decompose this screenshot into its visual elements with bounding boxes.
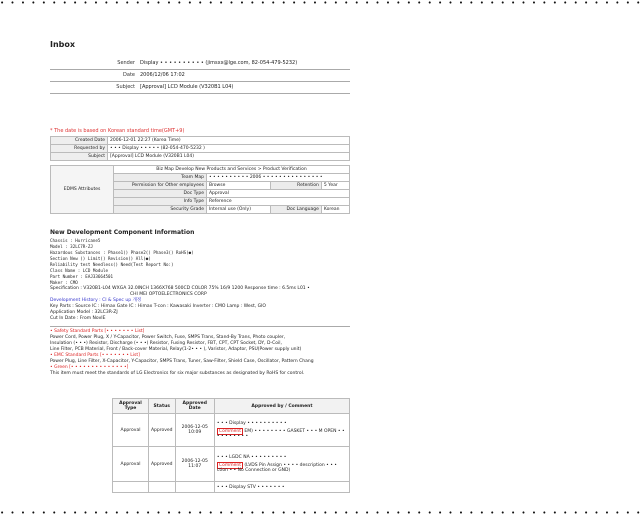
created-date-label: Created Date <box>51 137 108 145</box>
key-parts-line: Key Parts : Source IC : Himax Gate IC : Himax T-con : Kawasaki Inverter : CMO Lamp : West, GIO <box>50 304 266 309</box>
team-map-value: • • • • • • • • • • 2006 • • • • • • • • • • • • • • • <box>206 174 349 182</box>
application-line: Application Model : 32LC3R-ZJ <box>50 310 118 315</box>
section-line: Section New () Limit() Revision() All(●) <box>50 256 151 261</box>
chassis-line: Chassis : Hurricane5 <box>50 238 101 243</box>
standard-parts-block <box>50 329 350 377</box>
info-type-label: Info Type <box>114 198 207 206</box>
divider <box>50 326 350 327</box>
info-type-value: Reference <box>206 198 349 206</box>
section-title: New Development Component Information <box>50 229 195 236</box>
class-name-line: Class Name : LCD Module <box>50 268 108 273</box>
comment-tag: Comment <box>218 429 241 434</box>
doc-type-value: Approval <box>206 190 349 198</box>
company-line: CHI MEI OPTOELECTRONICS CORP <box>130 292 207 297</box>
approver-name: • • • LGDC NA • • • • • • • • • <box>216 455 287 460</box>
document-meta-table <box>50 136 350 161</box>
approval-type-cell: Approval <box>113 414 149 447</box>
approval-type-cell <box>113 482 149 493</box>
sender-label: Sender <box>117 60 135 66</box>
top-dotted-border: • • • • • • • • • • • • • • • • • • • • • • • • • • • • • • • • • • • • • • • • • • • • • • • • • • • • • • • • • • • • • • <box>0 0 641 7</box>
sender-row <box>50 60 350 69</box>
doc-language-value: Korean <box>321 206 349 214</box>
comment-text: EM) • • • • • • • • GASKET • • • M OPEN • • • • • • • • • • <box>216 429 345 439</box>
requested-by-value: • • • Display • • • • • (82-054-470-5232 ) <box>108 145 350 153</box>
safety-text-2: Insulation (• • •) Resistor, Discharge (• • •) Resistor, Fusing Resistor, FBT, CPT, CPT Socket, DY, D-Coil, <box>50 341 282 346</box>
approver-cell <box>214 447 349 482</box>
approver-cell <box>214 414 349 447</box>
bottom-dotted-border: • • • • • • • • • • • • • • • • • • • • • • • • • • • • • • • • • • • • • • • • • • • • • • • • • • • • • • • • • • • • • • <box>0 509 641 517</box>
requested-by-label: Requested by <box>51 145 108 153</box>
reliability-line: Reliability test Needless() Need(Test Report No:) <box>50 262 174 267</box>
meta-subject-value: [Approval] LCD Module (V320B1 L04) <box>108 153 350 161</box>
emc-text-1: Power Plug, Line Filter, X-Capacitor, Y-Capacitor, SMPS Trans, Tuner, Saw-Filter, Shield Case, Oscillator, Pattern Chang <box>50 359 314 364</box>
comment-text: (LVDS Pin Assign • • • • description • • • ction • • No Connection or GND) <box>216 463 337 473</box>
safety-text-3: Line Filter, PCB Material, Front / Back-cover Material, Relay(1-2• • • ), Varistor, Adaptor, PSU(Power supply unit) <box>50 347 302 352</box>
page-title: Inbox <box>50 40 76 49</box>
approver-name: • • • Display • • • • • • • • • • <box>216 421 287 426</box>
cut-in-line: Cut In Date : From NovIE <box>50 316 106 321</box>
security-grade-label: Security Grade <box>114 206 207 214</box>
subject-row <box>50 84 350 93</box>
safety-text-1: Power Cord, Power Plug, X / Y-Capacitor, Power Switch, Fuse, SMPS Trans, Stand-By Trans, Photo coupler, <box>50 335 286 340</box>
created-date-value: 2006-12-01 22:27 (Korea Time) <box>108 137 350 145</box>
model-line: Model : 32LC7R-ZJ <box>50 244 93 249</box>
table-row <box>113 414 350 447</box>
permission-value: Browse <box>206 182 270 190</box>
table-row <box>113 482 350 493</box>
comment-tag: Comment <box>218 463 241 468</box>
doc-language-label: Doc Language <box>271 206 322 214</box>
timezone-note: * The date is based on Korean standard time(GMT+9) <box>50 128 185 134</box>
team-map-label: Team Map <box>114 174 207 182</box>
date-value: 2006/12/06 17:02 <box>140 72 185 78</box>
dev-history-line[interactable]: Development History : CI & Spec up 개정 <box>50 298 142 303</box>
retention-label: Retention <box>271 182 322 190</box>
date-cell: 2006-12-05 10:09 <box>175 414 214 447</box>
col-header-approved-by: Approved by / Comment <box>214 399 349 414</box>
edms-attributes-table <box>50 165 350 214</box>
green-text-1: This item must meet the standards of LG Electronics for six major substances as designated by RoHS for control. <box>50 371 305 376</box>
divider <box>50 93 350 94</box>
biz-map: Biz Map Develop New Products and Services > Product Verification <box>114 166 350 174</box>
approver-name: • • • Display STV • • • • • • • <box>216 484 285 490</box>
part-number-line: Part Number : EAJ33664501 <box>50 274 114 279</box>
meta-subject-label: Subject <box>51 153 108 161</box>
permission-label: Permission for Other employees <box>114 182 207 190</box>
date-label: Date <box>123 72 135 78</box>
col-header-approved-date: Approved Date <box>175 399 214 414</box>
security-grade-value: Internal use (Only) <box>206 206 270 214</box>
status-cell: Approved <box>148 414 175 447</box>
emc-standard-link[interactable]: • EMC Standard Parts [• • • • • • • List] <box>50 353 140 358</box>
status-cell: Approved <box>148 447 175 482</box>
maker-line: Maker : CMO <box>50 280 78 285</box>
doc-type-label: Doc Type <box>114 190 207 198</box>
date-row <box>50 72 350 81</box>
component-info <box>50 238 350 286</box>
subject-label: Subject <box>116 84 135 90</box>
date-cell: 2006-12-05 11:07 <box>175 447 214 482</box>
edms-label: EDMS Attributes <box>51 166 114 214</box>
divider <box>50 69 350 70</box>
spec-block <box>50 286 350 322</box>
approval-type-cell: Approval <box>113 447 149 482</box>
hazard-line: Hazardous Substances : Phase1() Phase2() Phase3() RoHS(●) <box>50 250 194 255</box>
approver-cell <box>214 482 349 493</box>
col-header-status: Status <box>148 399 175 414</box>
subject-value: [Approval] LCD Module (V320B1 L04) <box>140 84 234 90</box>
safety-standard-link[interactable]: • Safety Standard Parts [• • • • • • • List] <box>50 329 145 334</box>
table-row <box>113 447 350 482</box>
status-cell <box>148 482 175 493</box>
sender-value[interactable]: Display • • • • • • • • • • (jimsxx@lge.com, 82-054-479-5232) <box>140 60 298 66</box>
green-standard-link[interactable]: • Green [• • • • • • • • • • • • • •] <box>50 365 129 370</box>
approval-table <box>112 398 350 493</box>
divider <box>50 81 350 82</box>
spec-line: Specification : V320B1-L04 WXGA 32.0INCH 1366X768 500CD COLOR 75% 16/9 1200 Response time : 6.5ms L01 • <box>50 286 310 291</box>
date-cell <box>175 482 214 493</box>
col-header-approval-type: Approval Type <box>113 399 149 414</box>
retention-value: 5 Year <box>321 182 349 190</box>
